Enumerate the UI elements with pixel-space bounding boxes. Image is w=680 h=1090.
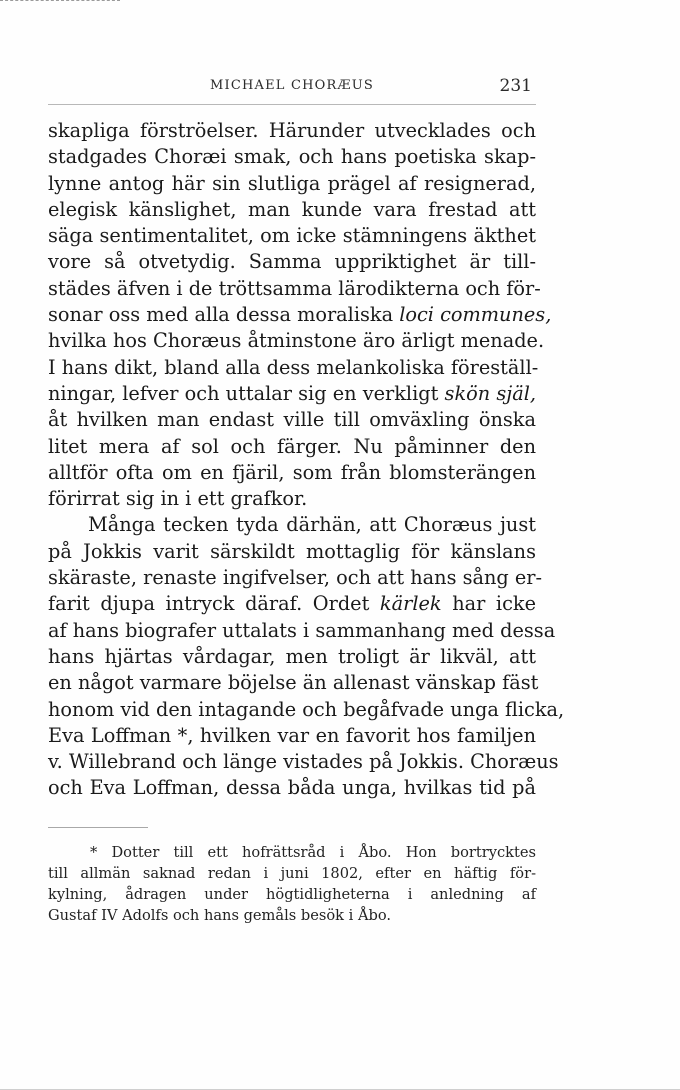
text-segment: förirrat sig in i ett grafkor. (48, 487, 308, 511)
text-line (48, 276, 541, 302)
text-line (48, 775, 536, 801)
text-line (48, 539, 536, 565)
text-line (48, 670, 539, 696)
text-segment: och Eva Loffman, dessa båda unga, hvilkas tid på (48, 776, 536, 800)
text-segment: stadgades Choræi smak, och hans poetiska skap- (48, 145, 536, 169)
text-segment: Eva Loffman *, hvilken var en favorit hos familjen (48, 723, 536, 747)
page-number: 231 (499, 76, 532, 96)
text-line (48, 381, 536, 407)
paragraph-last-line (48, 486, 536, 512)
italic-phrase: skön själ, (444, 381, 536, 405)
text-segment: alltför ofta om en fjäril, som från blomsterängen (48, 460, 536, 484)
text-line (48, 355, 539, 381)
italic-phrase: loci communes, (399, 303, 552, 327)
text-segment: Många tecken tyda därhän, att Choræus just (88, 513, 536, 537)
footnote-line: Gustaf IV Adolfs och hans gemåls besök i Åbo. (48, 907, 391, 924)
body-text (48, 118, 565, 802)
footnote-line: till allmän saknad redan i juni 1802, efter en häftig för- (48, 865, 536, 882)
text-line (48, 618, 556, 644)
text-segment: litet mera af sol och färger. Nu påminner den (48, 434, 536, 458)
text-segment: ningar, lefver och uttalar sig en verkligt (48, 381, 445, 405)
text-line (48, 565, 543, 591)
text-line (48, 302, 552, 328)
text-segment: elegisk känslighet, man kunde vara frestad att (48, 197, 536, 221)
text-line (48, 460, 536, 486)
text-segment: en något varmare böjelse än allenast vänskap fäst (48, 671, 539, 695)
text-line (48, 249, 536, 275)
text-line (48, 434, 536, 460)
text-segment: sonar oss med alla dessa moraliska (48, 303, 400, 327)
text-line (48, 749, 559, 775)
text-segment: skäraste, renaste ingifvelser, och att hans sång er- (48, 566, 543, 590)
text-segment: af hans biografer uttalats i sammanhang med dessa (48, 618, 556, 642)
text-line (48, 407, 536, 433)
text-line (48, 328, 545, 354)
text-line (48, 223, 536, 249)
text-line (48, 723, 536, 749)
text-line (48, 118, 536, 144)
page-header (48, 76, 536, 102)
text-segment: har icke (441, 592, 536, 616)
text-segment: hans hjärtas vårdagar, men troligt är likväl, att (48, 644, 536, 668)
text-line (48, 197, 536, 223)
footnote-rule (48, 827, 148, 828)
text-segment: vore så otvetydig. Samma uppriktighet är till- (48, 250, 536, 274)
footnote-line: kylning, ådragen under högtidligheterna i anledning af (48, 886, 536, 903)
text-line (48, 644, 536, 670)
footnote-line: * Dotter till ett hofrättsråd i Åbo. Hon bortrycktes (90, 844, 536, 861)
text-segment: åt hvilken man endast ville till omväxling önska (48, 408, 536, 432)
text-segment: städes äfven i de tröttsamma lärodikterna och för- (48, 276, 541, 300)
page-top-edge (0, 0, 120, 1)
text-segment: honom vid den intagande och begåfvade unga flicka, (48, 697, 565, 721)
text-line (48, 144, 536, 170)
text-segment: säga sentimentalitet, om icke stämningens äkthet (48, 224, 536, 248)
italic-phrase: kärlek (379, 592, 442, 616)
footnote (48, 842, 536, 926)
text-segment: skapliga förströelser. Härunder utvecklades och (48, 119, 536, 142)
text-segment: på Jokkis varit särskildt mottaglig för känslans (48, 539, 536, 563)
text-line (48, 171, 536, 197)
text-segment: hvilka hos Choræus åtminstone äro ärligt menade. (48, 329, 545, 353)
text-segment: farit djupa intryck däraf. Ordet (48, 592, 380, 616)
paragraph-first-line (48, 512, 536, 538)
text-line (48, 591, 536, 617)
header-rule (48, 104, 536, 105)
text-segment: lynne antog här sin slutliga prägel af resignerad, (48, 171, 536, 195)
text-segment: v. Willebrand och länge vistades på Jokkis. Choræus (48, 750, 559, 774)
running-head: MICHAEL CHORÆUS (210, 78, 374, 93)
text-segment: I hans dikt, bland alla dess melankoliska föreställ- (48, 355, 539, 379)
text-line (48, 697, 565, 723)
